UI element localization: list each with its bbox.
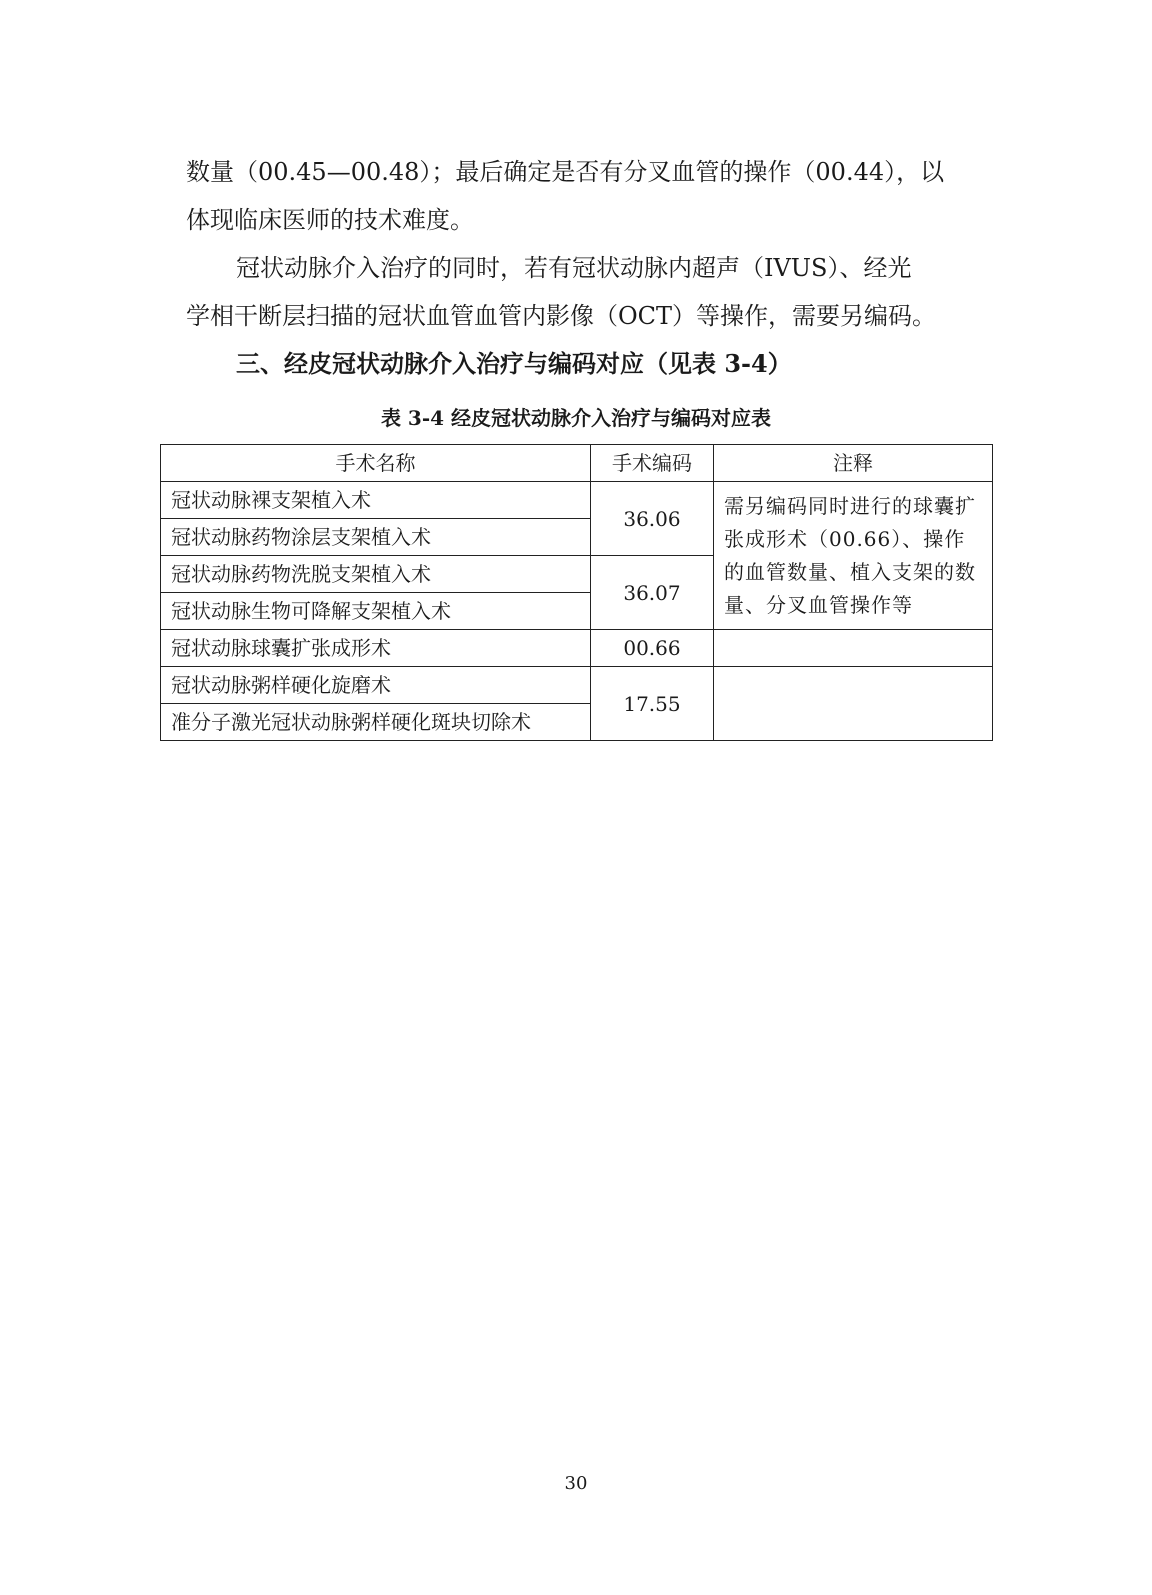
- notes-cell-empty: [714, 667, 993, 741]
- paragraph-line-1: 数量（00.45—00.48）；最后确定是否有分叉血管的操作（00.44），以: [186, 158, 945, 186]
- procedure-code-cell: 00.66: [591, 630, 714, 667]
- table-row: [161, 667, 993, 704]
- table-header-row: [161, 445, 993, 482]
- page-number: 30: [564, 1473, 588, 1494]
- paragraph-line-4: 学相干断层扫描的冠状血管血管内影像（OCT）等操作，需要另编码。: [186, 302, 937, 330]
- procedure-name-cell: 冠状动脉粥样硬化旋磨术: [161, 667, 591, 704]
- procedure-name-cell: 冠状动脉药物涂层支架植入术: [161, 519, 591, 556]
- table-row: [161, 630, 993, 667]
- procedure-code-cell: 17.55: [591, 667, 714, 741]
- header-procedure-name: 手术名称: [161, 445, 591, 482]
- procedure-code-table: [160, 444, 993, 741]
- procedure-code-cell: 36.06: [591, 482, 714, 556]
- paragraph-line-3: 冠状动脉介入治疗的同时，若有冠状动脉内超声（IVUS）、经光: [236, 254, 912, 282]
- table-caption: 表 3-4 经皮冠状动脉介入治疗与编码对应表: [380, 406, 772, 430]
- procedure-name-cell: 冠状动脉球囊扩张成形术: [161, 630, 591, 667]
- header-procedure-code: 手术编码: [591, 445, 714, 482]
- header-notes: 注释: [714, 445, 993, 482]
- section-heading: 三、经皮冠状动脉介入治疗与编码对应（见表 3-4）: [236, 349, 792, 378]
- notes-cell: 需另编码同时进行的球囊扩张成形术（00.66）、操作的血管数量、植入支架的数量、分叉血管操作等: [714, 482, 993, 630]
- procedure-name-cell: 冠状动脉生物可降解支架植入术: [161, 593, 591, 630]
- table-row: [161, 482, 993, 519]
- procedure-name-cell: 准分子激光冠状动脉粥样硬化斑块切除术: [161, 704, 591, 741]
- procedure-name-cell: 冠状动脉裸支架植入术: [161, 482, 591, 519]
- procedure-name-cell: 冠状动脉药物洗脱支架植入术: [161, 556, 591, 593]
- procedure-code-cell: 36.07: [591, 556, 714, 630]
- notes-cell-empty: [714, 630, 993, 667]
- paragraph-line-2: 体现临床医师的技术难度。: [186, 206, 474, 234]
